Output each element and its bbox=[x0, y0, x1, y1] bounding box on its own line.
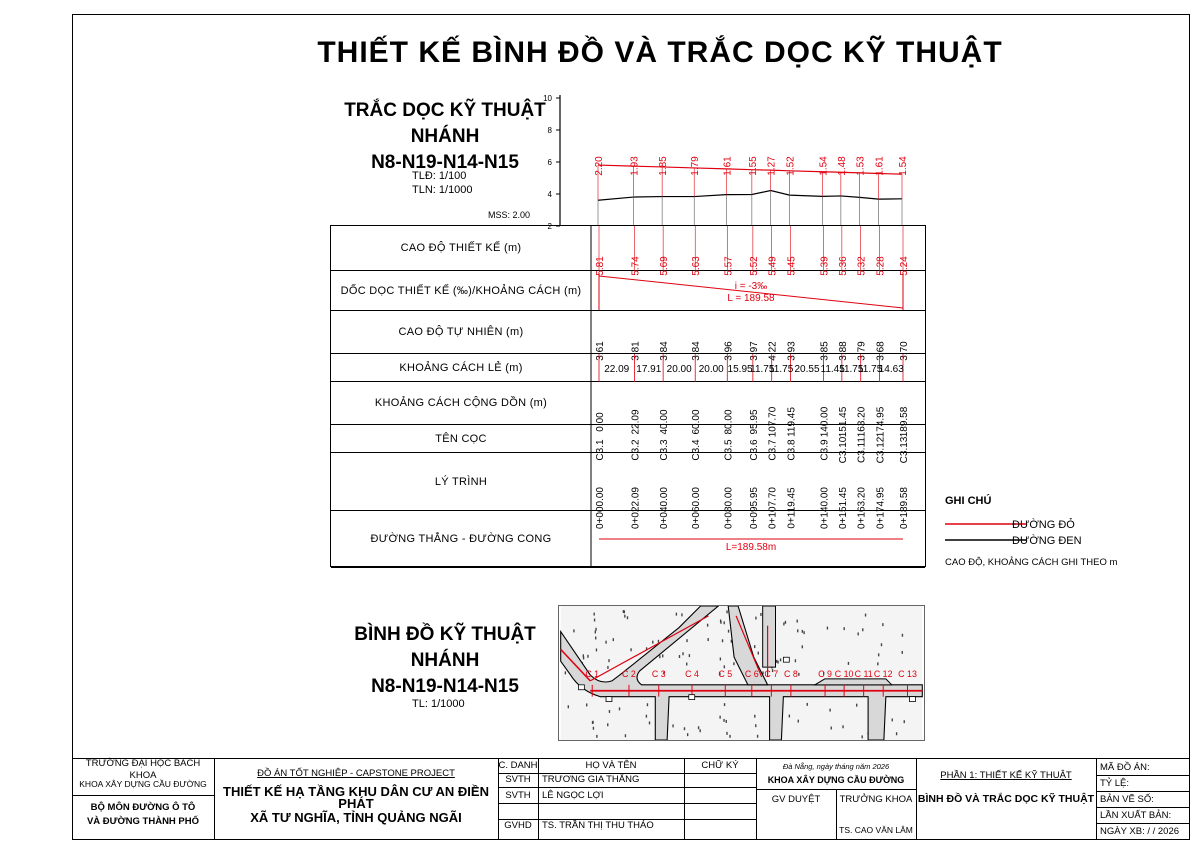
row-label-design-elev: CAO ĐỘ THIẾT KẾ (m) bbox=[400, 242, 522, 254]
fill-depth-label: 1.27 bbox=[766, 156, 778, 176]
fill-depth-label: 1.54 bbox=[818, 156, 830, 176]
natural-elev-value: 3.97 bbox=[748, 341, 760, 361]
terrain-dot bbox=[789, 715, 790, 718]
fill-depth-label: 1.79 bbox=[690, 156, 702, 176]
dist-value: 22.09 bbox=[604, 364, 630, 375]
terrain-dot bbox=[798, 720, 799, 723]
row-label-dist: KHOẢNG CÁCH LẺ (m) bbox=[399, 361, 523, 374]
terrain-dot bbox=[777, 661, 778, 664]
natural-elev-value: 3.68 bbox=[875, 341, 887, 361]
terrain-dot bbox=[679, 655, 680, 658]
y-tick-label: 2 bbox=[547, 222, 552, 230]
terrain-dot bbox=[619, 707, 620, 710]
tb-project-type: ĐỒ ÁN TỐT NGHIỆP - CAPSTONE PROJECT bbox=[257, 768, 455, 779]
design-elev-value: 5.24 bbox=[899, 256, 910, 276]
stake-name-value: C3.13 bbox=[899, 436, 910, 464]
profile-title-2: NHÁNH bbox=[410, 126, 480, 147]
tb-date: Đà Nẵng, ngày tháng năm 2026 bbox=[782, 762, 890, 771]
cum-dist-value: 174.95 bbox=[875, 406, 887, 438]
dist-value: 11.45 bbox=[820, 364, 845, 375]
stake-name-value: C3.6 bbox=[748, 439, 760, 461]
row-label-slope: DỐC DỌC THIẾT KẾ (‰)/KHOẢNG CÁCH (m) bbox=[340, 284, 582, 297]
tb-name-3: TS. TRẦN THỊ THU THẢO bbox=[542, 820, 654, 831]
tb-role-2: SVTH bbox=[505, 789, 531, 801]
row-label-alignment: ĐƯỜNG THẲNG - ĐƯỜNG CONG bbox=[370, 533, 552, 545]
terrain-dot bbox=[862, 628, 863, 631]
design-elev-value: 5.81 bbox=[595, 256, 606, 276]
y-tick-label: 10 bbox=[543, 94, 552, 103]
terrain-dot bbox=[862, 735, 863, 738]
profile-scale-h: TLN: 1/1000 bbox=[412, 184, 473, 196]
chainage-value: 0+000.00 bbox=[595, 487, 606, 529]
terrain-dot bbox=[842, 725, 843, 728]
row-label-natural-elev: CAO ĐỘ TỰ NHIÊN (m) bbox=[398, 326, 524, 338]
terrain-dot bbox=[719, 716, 720, 719]
tb-col-sign: CHỮ KÝ bbox=[701, 760, 739, 771]
fill-depth-label: 1.93 bbox=[629, 156, 641, 176]
terrain-dot bbox=[829, 709, 830, 712]
plan-stake-label: C 12 bbox=[873, 668, 893, 679]
terrain-dot bbox=[647, 703, 648, 706]
design-elev-value: 5.39 bbox=[819, 256, 831, 276]
stake-name-value: C3.1 bbox=[595, 439, 606, 461]
terrain-dot bbox=[672, 724, 673, 727]
fill-depth-label: 1.54 bbox=[898, 156, 909, 176]
tb-dept-2: VÀ ĐƯỜNG THÀNH PHỐ bbox=[86, 816, 200, 827]
tb-field-5: NGÀY XB: / / 2026 bbox=[1100, 826, 1180, 837]
terrain-dot bbox=[607, 666, 608, 669]
terrain-dot bbox=[904, 720, 905, 723]
terrain-dot bbox=[624, 615, 625, 618]
terrain-dot bbox=[755, 724, 756, 727]
natural-elev-value: 3.81 bbox=[630, 341, 642, 361]
plan-stake-label: C 1 bbox=[585, 668, 600, 679]
plan-title-block bbox=[330, 622, 560, 700]
fill-depth-label: 1.53 bbox=[855, 156, 867, 176]
plan-stake-label: C 3 bbox=[651, 668, 666, 679]
chainage-value: 0+022.09 bbox=[630, 487, 642, 529]
terrain-dot bbox=[896, 732, 897, 735]
terrain-dot bbox=[882, 623, 883, 626]
cum-dist-value: 140.00 bbox=[819, 406, 831, 438]
terrain-dot bbox=[707, 638, 708, 641]
cum-dist-value: 60.00 bbox=[691, 409, 703, 435]
terrain-dot bbox=[733, 662, 734, 665]
slope-length: L = 189.58 bbox=[727, 293, 775, 304]
natural-elev-value: 3.84 bbox=[691, 341, 703, 361]
terrain-dot bbox=[646, 715, 647, 718]
design-elev-value: 5.52 bbox=[748, 256, 760, 276]
chainage-value: 0+095.95 bbox=[748, 487, 760, 529]
terrain-dot bbox=[649, 721, 650, 724]
dist-value: 15.95 bbox=[727, 364, 753, 375]
tb-part: PHẦN 1: THIẾT KẾ KỸ THUẬT bbox=[940, 770, 1072, 781]
terrain-dot bbox=[689, 654, 690, 657]
dist-value: 11.75 bbox=[839, 364, 864, 375]
terrain-dot bbox=[609, 710, 610, 713]
terrain-dot bbox=[902, 651, 903, 654]
plan-road-north2 bbox=[763, 606, 776, 667]
tb-faculty-2: KHOA XÂY DỰNG CẦU ĐƯỜNG bbox=[767, 775, 905, 785]
fill-depth-label: 1.52 bbox=[785, 156, 797, 176]
plan-marker bbox=[689, 695, 695, 700]
terrain-dot bbox=[729, 735, 730, 738]
cum-dist-value: 163.20 bbox=[856, 406, 868, 438]
plan-stake-label: C 5 bbox=[718, 668, 733, 679]
natural-ground-line bbox=[598, 190, 902, 200]
profile-datum: MSS: 2.00 bbox=[488, 210, 531, 220]
natural-elev-value: 3.70 bbox=[899, 341, 910, 361]
plan-stake-label: C 4 bbox=[685, 668, 699, 679]
terrain-dot bbox=[587, 655, 588, 658]
terrain-dot bbox=[681, 613, 682, 616]
terrain-dot bbox=[843, 627, 844, 630]
tb-name-1: TRƯƠNG GIA THẮNG bbox=[542, 774, 640, 785]
terrain-dot bbox=[807, 703, 808, 706]
chainage-value: 0+040.00 bbox=[659, 487, 671, 529]
plan-stake-label: C 11 bbox=[854, 668, 873, 679]
stake-name-value: C3.7 bbox=[767, 439, 779, 461]
terrain-dot bbox=[798, 673, 799, 676]
terrain-dot bbox=[662, 654, 663, 657]
cum-dist-value: 119.45 bbox=[786, 407, 798, 437]
terrain-dot bbox=[902, 634, 903, 637]
dist-value: 20.00 bbox=[698, 364, 724, 375]
design-elev-value: 5.69 bbox=[659, 256, 671, 276]
cum-dist-value: 40.00 bbox=[659, 409, 671, 435]
tb-field-2: TỶ LỆ: bbox=[1100, 778, 1130, 789]
profile-data-table bbox=[330, 225, 926, 567]
tb-dept-1: BỘ MÔN ĐƯỜNG Ô TÔ bbox=[90, 802, 196, 813]
terrain-dot bbox=[583, 654, 584, 657]
design-elev-value: 5.57 bbox=[723, 256, 735, 276]
natural-elev-value: 4.22 bbox=[767, 341, 779, 361]
chainage-value: 0+151.45 bbox=[837, 487, 849, 529]
terrain-dot bbox=[754, 715, 755, 718]
terrain-dot bbox=[728, 630, 729, 633]
terrain-dot bbox=[726, 610, 727, 613]
plan-title-3: N8-N19-N14-N15 bbox=[371, 676, 519, 697]
table-values bbox=[331, 226, 927, 568]
cum-dist-value: 189.58 bbox=[899, 406, 910, 438]
terrain-dot bbox=[757, 735, 758, 738]
terrain-dot bbox=[568, 705, 569, 708]
legend-note: CAO ĐỘ, KHOẢNG CÁCH GHI THEO m bbox=[945, 557, 1118, 568]
terrain-dot bbox=[803, 631, 804, 634]
plan-title-1: BÌNH ĐỒ KỸ THUẬT bbox=[354, 624, 536, 645]
fill-depth-label: 1.61 bbox=[722, 156, 734, 176]
y-tick-label: 6 bbox=[547, 158, 552, 167]
terrain-dot bbox=[698, 726, 699, 729]
natural-elev-value: 3.96 bbox=[723, 341, 735, 361]
fill-depth-label: 2.20 bbox=[594, 156, 605, 176]
tb-field-3: BẢN VẼ SỐ: bbox=[1100, 794, 1154, 805]
chainage-value: 0+189.58 bbox=[899, 487, 910, 529]
terrain-dot bbox=[682, 652, 683, 655]
dist-value: 11.75 bbox=[750, 364, 775, 375]
plan-map bbox=[558, 605, 925, 741]
tb-col-name: HỌ VÀ TÊN bbox=[585, 760, 637, 771]
plan-scale: TL: 1/1000 bbox=[412, 698, 465, 710]
chainage-value: 0+119.45 bbox=[786, 487, 798, 529]
terrain-dot bbox=[613, 638, 614, 641]
chainage-value: 0+140.00 bbox=[819, 486, 831, 529]
terrain-dot bbox=[607, 723, 608, 726]
dist-value: 17.91 bbox=[636, 364, 662, 375]
terrain-dot bbox=[795, 659, 796, 662]
terrain-dot bbox=[595, 636, 596, 639]
tb-sheet-title: BÌNH ĐỒ VÀ TRẮC DỌC KỸ THUẬT bbox=[917, 793, 1095, 805]
terrain-dot bbox=[724, 621, 725, 624]
terrain-dot bbox=[720, 621, 721, 624]
terrain-dot bbox=[676, 613, 677, 616]
chainage-value: 0+174.95 bbox=[875, 487, 887, 529]
chainage-value: 0+060.00 bbox=[691, 487, 703, 529]
terrain-dot bbox=[831, 727, 832, 730]
terrain-dot bbox=[802, 630, 803, 633]
stake-name-value: C3.9 bbox=[819, 439, 831, 461]
row-label-chainage: LÝ TRÌNH bbox=[434, 475, 488, 488]
terrain-dot bbox=[596, 735, 597, 738]
terrain-dot bbox=[723, 719, 724, 722]
cum-dist-value: 80.00 bbox=[723, 409, 735, 435]
terrain-dot bbox=[857, 632, 858, 635]
terrain-dot bbox=[687, 733, 688, 736]
terrain-dot bbox=[707, 624, 708, 627]
terrain-dot bbox=[848, 662, 849, 665]
fill-depth-label: 1.55 bbox=[747, 156, 759, 176]
terrain-dot bbox=[592, 721, 593, 724]
stake-name-value: C3.3 bbox=[659, 439, 671, 461]
dist-value: 20.55 bbox=[794, 364, 820, 375]
profile-scale-v: TLĐ: 1/100 bbox=[412, 170, 467, 182]
terrain-dot bbox=[652, 641, 653, 644]
terrain-dot bbox=[573, 629, 574, 632]
design-elev-value: 5.45 bbox=[786, 256, 798, 276]
terrain-dot bbox=[865, 614, 866, 617]
chainage-value: 0+163.20 bbox=[856, 487, 868, 529]
terrain-dot bbox=[684, 727, 685, 730]
terrain-dot bbox=[595, 631, 596, 634]
terrain-dot bbox=[596, 648, 597, 651]
row-label-stake-name: TÊN CỌC bbox=[435, 432, 487, 445]
terrain-dot bbox=[797, 620, 798, 623]
plan-stake-label: C 10 bbox=[834, 668, 854, 679]
plan-stake-label: C 2 bbox=[622, 668, 636, 679]
natural-elev-value: 3.88 bbox=[837, 341, 849, 361]
plan-marker bbox=[578, 685, 584, 690]
terrain-dot bbox=[780, 658, 781, 661]
terrain-dot bbox=[605, 641, 606, 644]
terrain-dot bbox=[586, 703, 587, 706]
natural-elev-value: 3.79 bbox=[856, 341, 868, 361]
profile-title-1: TRẮC DỌC KỸ THUẬT bbox=[344, 100, 546, 121]
dist-value: 11.75 bbox=[768, 364, 794, 375]
terrain-dot bbox=[877, 662, 878, 665]
terrain-dot bbox=[722, 639, 723, 642]
design-elev-value: 5.74 bbox=[630, 256, 642, 276]
terrain-dot bbox=[802, 645, 803, 648]
tb-name-2: LÊ NGỌC LỢI bbox=[542, 789, 604, 801]
plan-stake-label: C 6 bbox=[744, 668, 759, 679]
stake-name-value: C3.10 bbox=[837, 436, 849, 464]
plan-marker bbox=[909, 697, 915, 702]
terrain-dot bbox=[624, 610, 625, 613]
terrain-dot bbox=[726, 720, 727, 723]
sheet-main-title: THIẾT KẾ BÌNH ĐỒ VÀ TRẮC DỌC KỸ THUẬT bbox=[317, 36, 1003, 69]
row-label-cum-dist: KHOẢNG CÁCH CỘNG DỒN (m) bbox=[374, 397, 548, 409]
tb-truong-khoa: TRƯỞNG KHOA bbox=[839, 794, 913, 805]
terrain-dot bbox=[720, 658, 721, 661]
terrain-dot bbox=[594, 619, 595, 622]
terrain-dot bbox=[593, 613, 594, 616]
terrain-dot bbox=[724, 703, 725, 706]
terrain-dot bbox=[776, 660, 777, 663]
terrain-dot bbox=[686, 663, 687, 666]
tb-faculty: KHOA XÂY DỰNG CẦU ĐƯỜNG bbox=[79, 779, 207, 789]
terrain-dot bbox=[595, 628, 596, 631]
terrain-dot bbox=[881, 643, 882, 646]
terrain-dot bbox=[827, 627, 828, 630]
dist-value: 14.63 bbox=[878, 364, 904, 375]
plan-stake-label: C 13 bbox=[898, 668, 917, 679]
terrain-dot bbox=[724, 665, 725, 668]
fill-depth-label: 1.85 bbox=[658, 156, 670, 176]
terrain-dot bbox=[878, 653, 879, 656]
stake-name-value: C3.12 bbox=[875, 436, 887, 464]
terrain-dot bbox=[797, 629, 798, 632]
chainage-value: 0+107.70 bbox=[767, 487, 779, 529]
design-elev-value: 5.28 bbox=[875, 256, 887, 276]
tb-project-1: THIẾT KẾ HẠ TẦNG KHU DÂN CƯ AN ĐIỀN PHÁT bbox=[223, 784, 489, 811]
cum-dist-value: 0.00 bbox=[595, 412, 606, 432]
design-elev-value: 5.63 bbox=[691, 256, 703, 276]
title-block bbox=[72, 758, 1190, 840]
plan-stake-label: C 8 bbox=[783, 668, 798, 679]
terrain-dot bbox=[856, 704, 857, 707]
chainage-value: 0+080.00 bbox=[723, 487, 735, 529]
terrain-dot bbox=[755, 617, 756, 620]
stake-name-value: C3.2 bbox=[630, 439, 642, 461]
legend-title: GHI CHÚ bbox=[945, 495, 992, 507]
profile-title-3: N8-N19-N14-N15 bbox=[371, 152, 519, 173]
natural-elev-value: 3.93 bbox=[786, 341, 798, 361]
natural-elev-value: 3.84 bbox=[659, 341, 671, 361]
terrain-dot bbox=[593, 727, 594, 730]
terrain-dot bbox=[627, 616, 628, 619]
alignment-text: L=189.58m bbox=[725, 542, 777, 553]
cum-dist-value: 95.95 bbox=[748, 409, 760, 435]
terrain-dot bbox=[608, 659, 609, 662]
profile-chart bbox=[530, 90, 930, 230]
tb-field-4: LẦN XUẤT BẢN: bbox=[1100, 810, 1172, 821]
terrain-dot bbox=[892, 718, 893, 721]
tb-field-1: MÃ ĐỒ ÁN: bbox=[1100, 762, 1150, 773]
fill-depth-label: 1.48 bbox=[836, 156, 848, 176]
plan-marker bbox=[783, 657, 789, 662]
terrain-dot bbox=[686, 639, 687, 642]
tb-school: TRƯỜNG ĐẠI HỌC BÁCH KHOA bbox=[85, 758, 201, 781]
tb-gv-duyet: GV DUYỆT bbox=[771, 794, 821, 805]
y-tick-label: 8 bbox=[547, 126, 552, 135]
cum-dist-value: 22.09 bbox=[630, 409, 642, 435]
stake-name-value: C3.8 bbox=[786, 439, 798, 461]
plan-road-edge bbox=[815, 679, 892, 685]
slope-text: i = -3‰ bbox=[734, 281, 768, 292]
tb-truong-khoa-name: TS. CAO VĂN LÂM bbox=[839, 825, 913, 835]
tb-project-2: XÃ TƯ NGHĨA, TỈNH QUẢNG NGÃI bbox=[250, 810, 462, 825]
profile-title-block bbox=[330, 98, 560, 176]
terrain-dot bbox=[760, 613, 761, 616]
terrain-dot bbox=[785, 621, 786, 624]
terrain-dot bbox=[699, 729, 700, 732]
y-tick-label: 4 bbox=[547, 190, 552, 199]
legend-black-label: ĐƯỜNG ĐEN bbox=[1012, 535, 1082, 547]
terrain-dot bbox=[758, 652, 759, 655]
stake-name-value: C3.5 bbox=[723, 439, 735, 461]
terrain-dot bbox=[658, 640, 659, 643]
terrain-dot bbox=[565, 671, 566, 674]
tb-role-1: SVTH bbox=[505, 774, 531, 785]
plan-title-2: NHÁNH bbox=[410, 650, 480, 671]
design-elev-value: 5.36 bbox=[837, 256, 849, 276]
cum-dist-value: 151.45 bbox=[837, 406, 849, 438]
cum-dist-value: 107.70 bbox=[767, 406, 779, 438]
plan-marker bbox=[606, 697, 612, 702]
plan-stake-label: C 9 bbox=[818, 668, 832, 679]
dist-value: 20.00 bbox=[666, 364, 692, 375]
stake-name-value: C3.11 bbox=[856, 437, 868, 463]
terrain-dot bbox=[783, 622, 784, 625]
design-elev-value: 5.49 bbox=[767, 256, 779, 276]
terrain-dot bbox=[630, 648, 631, 651]
terrain-dot bbox=[659, 655, 660, 658]
tb-col-role: C. DANH bbox=[498, 760, 538, 771]
stake-name-value: C3.4 bbox=[691, 439, 703, 461]
fill-depth-label: 1.61 bbox=[874, 156, 886, 176]
dist-value: 11.75 bbox=[857, 364, 883, 375]
natural-elev-value: 3.61 bbox=[595, 341, 606, 361]
legend-red-label: ĐƯỜNG ĐỎ bbox=[1012, 519, 1075, 531]
plan-stake-label: C 7 bbox=[764, 668, 779, 679]
terrain-dot bbox=[754, 645, 755, 648]
natural-elev-value: 3.85 bbox=[819, 341, 831, 361]
tb-role-3: GVHD bbox=[504, 820, 532, 831]
terrain-dot bbox=[726, 732, 727, 735]
terrain-dot bbox=[625, 734, 626, 737]
design-elev-value: 5.32 bbox=[856, 256, 868, 276]
